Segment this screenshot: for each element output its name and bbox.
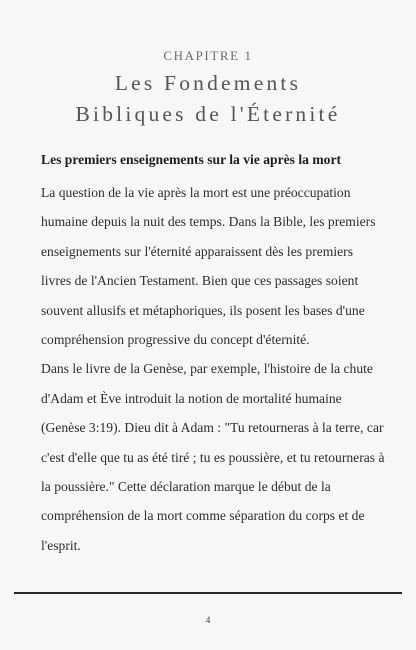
- chapter-title-line-2: Bibliques de l'Éternité: [75, 102, 341, 126]
- chapter-title: [0, 68, 416, 130]
- chapter-title-line-1: Les Fondements: [114, 71, 302, 95]
- chapter-label: CHAPITRE 1: [163, 48, 253, 63]
- section-heading: Les premiers enseignements sur la vie après la mort: [41, 152, 342, 167]
- paragraph: La question de la vie après la mort est une préoccupation humaine depuis la nuit des temps. Dans la Bible, les premiers enseignements sur l'éternité apparaissent dès les premiers livres de l'Ancien Testament. Bien que ces passages soient souvent allusifs et métaphoriques, ils posent les bases d'une compréhension progressive du concept d'éternité.: [41, 185, 376, 348]
- page-number: 4: [205, 616, 211, 626]
- paragraph: Dans le livre de la Genèse, par exemple, l'histoire de la chute d'Adam et Ève introduit la notion de mortalité humaine (Genèse 3:19). Dieu dit à Adam : "Tu retourneras à la terre, car c'est d'elle que tu as été tiré ; tu es poussière, et tu retourneras à la poussière." Cette déclaration marque le début de la compréhension de la mort comme séparation du corps et de l'esprit.: [41, 361, 385, 553]
- footer-divider: [14, 592, 402, 594]
- body-text: [41, 178, 386, 560]
